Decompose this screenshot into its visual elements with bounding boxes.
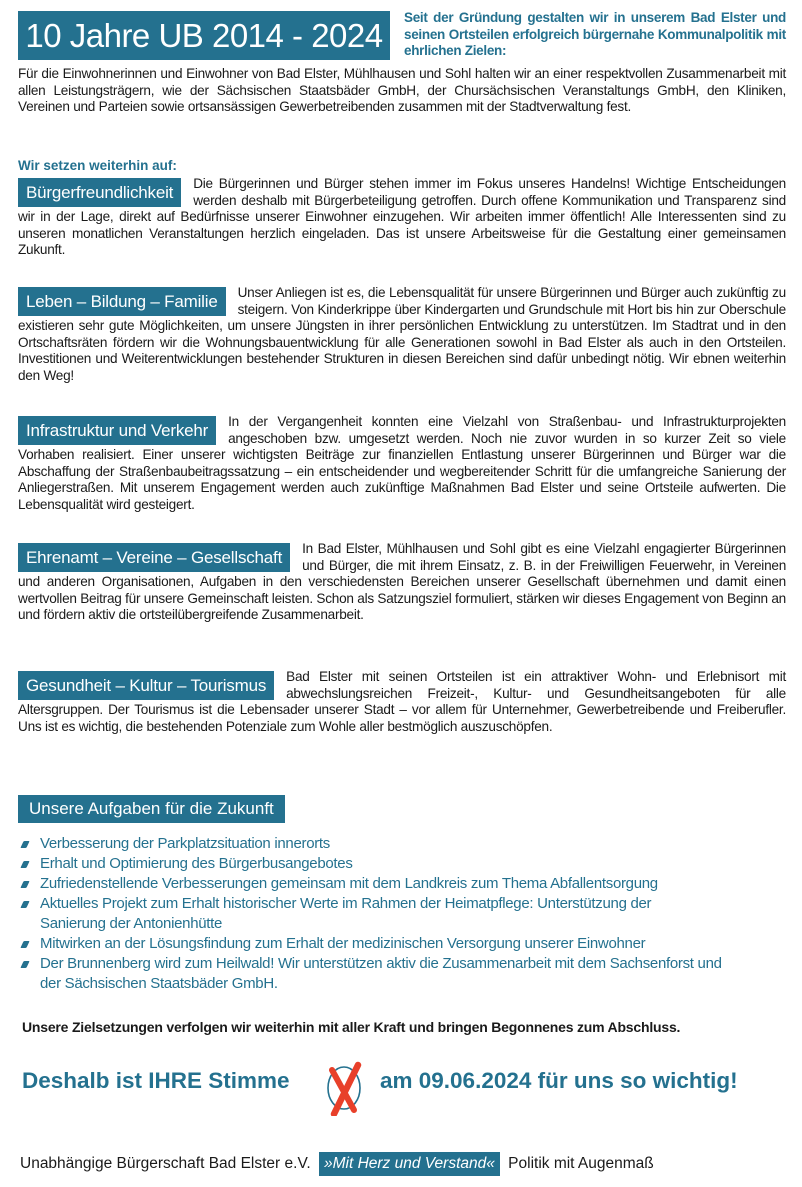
tasks-heading: Unsere Aufgaben für die Zukunft xyxy=(18,795,285,823)
list-item: Erhalt und Optimierung des Bürgerbusangebotes xyxy=(20,854,740,874)
section-text: Unser Anliegen ist es, die Lebensqualität für unsere Bürgerinnen und Bürger auch zukünftig zu steigern. Von Kinderkrippe über Kindergarten und Grundschule mit Hort bis hin zur Oberschule existieren sehr gute Möglichkeiten, um unsere Jüngsten in ihrer persönlichen Entwicklung zu unterstützen. Im Stadtrat und in den Ortschaftsräten fördern wir die Wohnungsbauentwicklung für alle Generationen sowohl in Bad Elster als auch in den Ortsteilen. Investitionen und Weiterentwicklungen bestehender Strukturen in diesen Bereichen sind dafür unbedingt nötig. Wir ebnen weiterhin den Weg! xyxy=(18,285,786,383)
bullet-icon xyxy=(20,961,29,968)
bullet-icon xyxy=(20,881,29,888)
section-ehrenamt xyxy=(18,541,786,624)
bullet-icon xyxy=(20,841,29,848)
slogan-badge: »Mit Herz und Verstand« xyxy=(319,1152,500,1176)
closing-text: Unsere Zielsetzungen verfolgen wir weiterhin mit aller Kraft und bringen Begonnenes zum Abschluss. xyxy=(22,1019,681,1035)
page-title: 10 Jahre UB 2014 - 2024 xyxy=(18,11,390,60)
list-item: Zufriedenstellende Verbesserungen gemeinsam mit dem Landkreis zum Thema Abfallentsorgung xyxy=(20,874,740,894)
body-paragraph: Für die Einwohnerinnen und Einwohner von Bad Elster, Mühlhausen und Sohl halten wir an einer respektvollen Zusammenarbeit mit allen Leistungsträgern, wie der Sächsischen Staatsbäder GmbH, der Chursächsischen Veranstaltungs GmbH, den Kliniken, Vereinen und Parteien sowie ortsansässigen Gewerbetreibenden zusammen mit der Stadtverwaltung fest. xyxy=(18,66,786,115)
vote-text-after: am 09.06.2024 für uns so wichtig! xyxy=(380,1068,738,1093)
section-text: Bad Elster mit seinen Ortsteilen ist ein attraktiver Wohn- und Erlebnisort mit abwechslungsreichen Freizeit-, Kultur- und Gesundheitsangeboten für alle Altersgruppen. Der Tourismus ist die Lebensader unserer Stadt – vor allem für Unternehmer, Gewerbetreibende und Freiberufler. Uns ist es wichtig, die bestehenden Potenziale zum Wohle aller bestmöglich auszuschöpfen. xyxy=(18,669,786,734)
ballot-cross-icon xyxy=(318,1060,374,1116)
section-heading: Ehrenamt – Vereine – Gesellschaft xyxy=(18,543,290,572)
tasks-list xyxy=(20,834,740,994)
section-gesundheit xyxy=(18,669,786,735)
vote-call xyxy=(22,1060,782,1112)
section-text: In Bad Elster, Mühlhausen und Sohl gibt es eine Vielzahl engagierter Bürgerinnen und Bürger, die mit ihrem Einsatz, z. B. in der Freiwilligen Feuerwehr, in Vereinen und anderen Organisationen, Aufgaben in den verschiedensten Bereichen unserer Gesellschaft übernehmen und damit einen wertvollen Beitrag für unsere Gemeinschaft leisten. Schon als Satzungsziel formuliert, stärken wir dieses Engagement von Beginn an und fördern aktiv die ortsteilübergreifende Zusammenarbeit. xyxy=(18,541,786,623)
vote-text-before: Deshalb ist IHRE Stimme xyxy=(22,1068,290,1093)
section-buergerfreundlichkeit xyxy=(18,176,786,259)
section-heading: Gesundheit – Kultur – Tourismus xyxy=(18,671,274,700)
list-item: Aktuelles Projekt zum Erhalt historischer Werte im Rahmen der Heimatpflege: Unterstützung der Sanierung der Antonienhütte xyxy=(20,894,660,934)
section-leben-bildung-familie xyxy=(18,285,786,385)
bullet-icon xyxy=(20,861,29,868)
lead-text: Wir setzen weiterhin auf: xyxy=(18,158,177,173)
list-item: Der Brunnenberg wird zum Heilwald! Wir unterstützen aktiv die Zusammenarbeit mit dem Sachsenforst und der Sächsischen Staatsbäder GmbH. xyxy=(20,954,740,994)
bullet-icon xyxy=(20,901,29,908)
tagline: Politik mit Augenmaß xyxy=(508,1155,654,1172)
section-text: In der Vergangenheit konnten eine Vielzahl von Straßenbau- und Infrastrukturprojekten angeschoben bzw. umgesetzt werden. Noch nie zuvor wurden in so kurzer Zeit so viele Vorhaben realisiert. Einer unserer wichtigsten Beiträge zur finanziellen Entlastung unserer Bürgerinnen und Bürger war die Abschaffung der Straßenbaubeitragssatzung – ein entscheidender und wegbereitender Schritt für die umfangreiche Sanierung der Anliegerstraßen. Mit unserem Engagement werden auch zukünftige Maßnahmen Bad Elster und seine Ortsteile aufwerten. Die Lebensqualität wird gesteigert. xyxy=(18,414,786,512)
list-item: Verbesserung der Parkplatzsituation innerorts xyxy=(20,834,740,854)
section-heading: Infrastruktur und Verkehr xyxy=(18,416,216,445)
org-name: Unabhängige Bürgerschaft Bad Elster e.V. xyxy=(20,1155,311,1172)
section-infrastruktur xyxy=(18,414,786,514)
footer xyxy=(20,1152,654,1176)
list-item: Mitwirken an der Lösungsfindung zum Erhalt der medizinischen Versorgung unserer Einwohner xyxy=(20,934,740,954)
intro-text: Seit der Gründung gestalten wir in unserem Bad Elster und seinen Ortsteilen erfolgreich bürgernahe Kommunalpolitik mit ehrlichen Zielen: xyxy=(404,10,786,58)
section-heading: Leben – Bildung – Familie xyxy=(18,287,226,316)
section-heading: Bürgerfreundlichkeit xyxy=(18,178,181,207)
section-text: Die Bürgerinnen und Bürger stehen immer im Fokus unseres Handelns! Wichtige Entscheidungen werden deshalb mit Bürgerbeteiligung getroffen. Durch offene Kommunikation und Transparenz sind wir in der Lage, direkt auf Bedürfnisse unserer Einwohner einzugehen. Wir arbeiten immer öffentlich! Alle Interessenten sind zu unseren monatlichen Veranstaltungen herzlich eingeladen. Das ist unsere Arbeitsweise für die Gestaltung einer gemeinsamen Zukunft. xyxy=(18,176,786,258)
bullet-icon xyxy=(20,941,29,948)
